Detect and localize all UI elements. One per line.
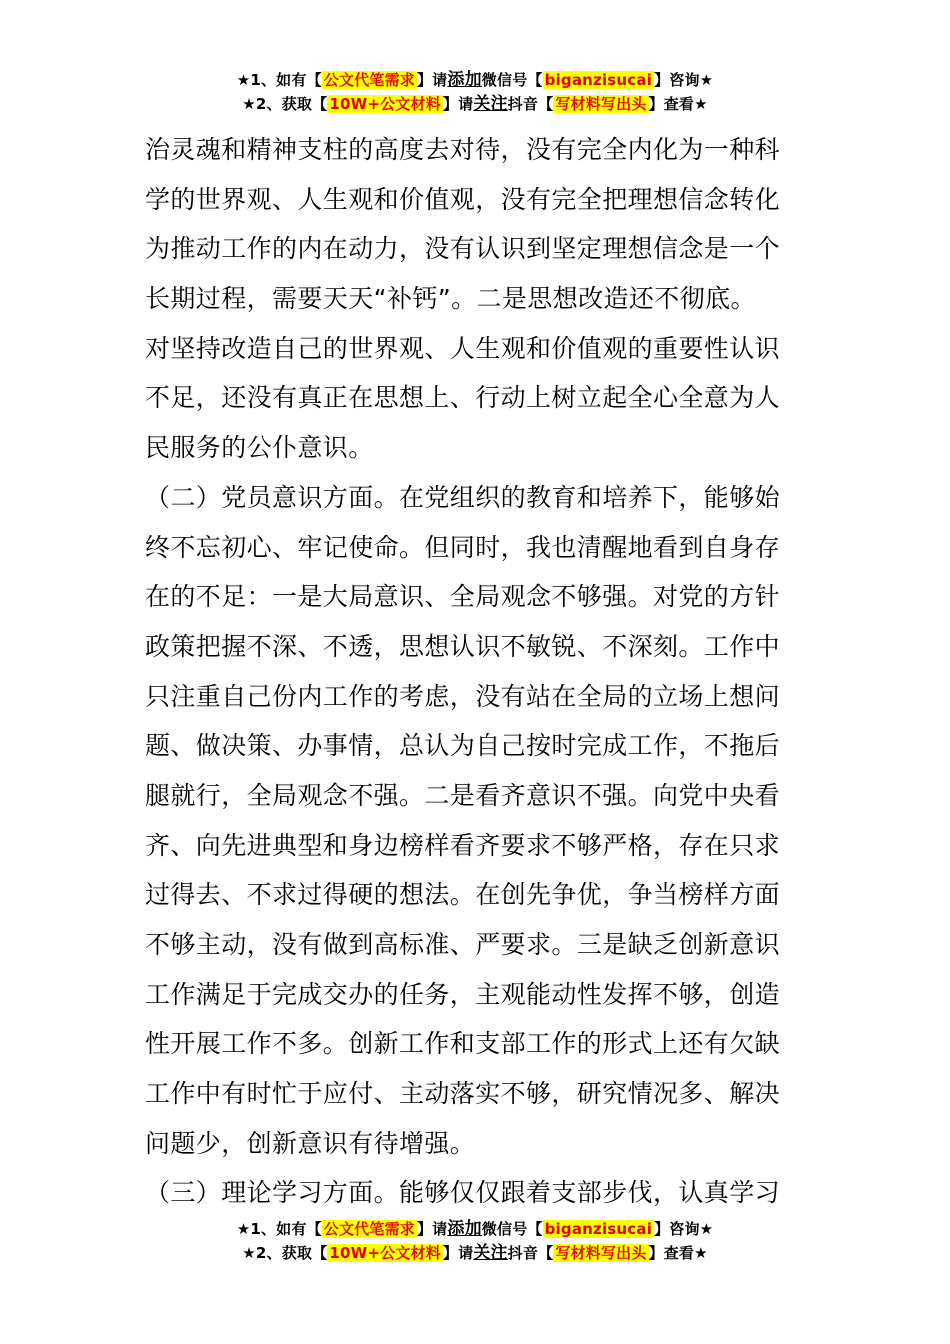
banner-text: 微信号【 [481, 1220, 543, 1238]
banner-highlight-wechat-id: biganzisucai [544, 1220, 653, 1238]
banner-text: 】查看★ [648, 95, 708, 113]
body-text-line: 对坚持改造自己的世界观、人生观和价值观的重要性认识 [145, 333, 781, 363]
body-text-line: 不够主动，没有做到高标准、严要求。三是缺乏创新意识 [145, 930, 781, 959]
body-text-line: （三）理论学习方面。能够仅仅跟着支部步伐，认真学习 [145, 1178, 781, 1208]
banner-highlight: 公文代笔需求 [323, 1220, 415, 1238]
footer-banner [0, 1217, 950, 1265]
body-text-line: 学的世界观、人生观和价值观，没有完全把理想信念转化 [145, 184, 781, 214]
banner-text: ★2、获取【 [242, 95, 328, 113]
banner-line-1 [0, 68, 950, 92]
body-text-line: 为推动工作的内在动力，没有认识到坚定理想信念是一个 [145, 234, 781, 264]
body-text-line: 在的不足：一是大局意识、全局观念不够强。对党的方针 [145, 582, 781, 612]
banner-text: ★1、如有【 [236, 1220, 322, 1238]
banner-highlight-douyin: 写材料写出头 [555, 1244, 647, 1262]
banner-text: 】请 [442, 95, 474, 113]
banner-emphasis: 关注 [473, 94, 508, 114]
banner-emphasis: 添加 [447, 70, 482, 90]
body-text-line: 过得去、不求过得硬的想法。在创先争优，争当榜样方面 [145, 880, 781, 910]
header-banner [0, 68, 950, 116]
banner-text: 】咨询★ [654, 1220, 714, 1238]
banner-highlight-wechat-id: biganzisucai [544, 71, 653, 89]
body-text-line: 民服务的公仆意识。 [145, 433, 374, 463]
body-text-line: 长期过程，需要天天“补钙”。二是思想改造还不彻底。 [145, 284, 756, 314]
banner-highlight: 10W+公文材料 [329, 1244, 441, 1262]
body-text-line: 政策把握不深、不透，思想认识不敏锐、不深刻。工作中 [145, 631, 781, 661]
body-text-line: 治灵魂和精神支柱的高度去对待，没有完全内化为一种科 [145, 135, 781, 164]
banner-text: 】请 [416, 1220, 448, 1238]
body-text-line: 终不忘初心、牢记使命。但同时，我也清醒地看到自身存 [145, 532, 781, 562]
banner-text: ★1、如有【 [236, 71, 322, 89]
body-text-line: 工作中有时忙于应付、主动落实不够，研究情况多、解决 [145, 1079, 781, 1109]
document-body [145, 125, 809, 1218]
banner-text: ★2、获取【 [242, 1244, 328, 1262]
body-text-line: （二）党员意识方面。在党组织的教育和培养下，能够始 [145, 482, 781, 512]
banner-highlight: 公文代笔需求 [323, 71, 415, 89]
banner-highlight: 10W+公文材料 [329, 95, 441, 113]
banner-emphasis: 添加 [447, 1219, 482, 1239]
banner-line-1 [0, 1217, 950, 1241]
banner-text: 】咨询★ [654, 71, 714, 89]
banner-highlight-douyin: 写材料写出头 [555, 95, 647, 113]
banner-emphasis: 关注 [473, 1243, 508, 1263]
body-text-line: 腿就行，全局观念不强。二是看齐意识不强。向党中央看 [145, 780, 781, 810]
body-text-line: 不足，还没有真正在思想上、行动上树立起全心全意为人 [145, 383, 781, 413]
body-text-line: 性开展工作不多。创新工作和支部工作的形式上还有欠缺 [145, 1029, 781, 1059]
banner-text: 】请 [416, 71, 448, 89]
banner-text: 抖音【 [507, 95, 554, 113]
banner-line-2 [0, 1241, 950, 1265]
banner-text: 】查看★ [648, 1244, 708, 1262]
banner-text: 抖音【 [507, 1244, 554, 1262]
body-text-line: 工作满足于完成交办的任务，主观能动性发挥不够，创造 [145, 979, 781, 1009]
banner-text: 微信号【 [481, 71, 543, 89]
banner-line-2 [0, 92, 950, 116]
body-text-line: 齐、向先进典型和身边榜样看齐要求不够严格，存在只求 [145, 830, 781, 860]
banner-text: 】请 [442, 1244, 474, 1262]
body-text-line: 题、做决策、办事情，总认为自己按时完成工作，不拖后 [145, 731, 781, 761]
body-text-line: 问题少，创新意识有待增强。 [145, 1128, 476, 1158]
body-text-line: 只注重自己份内工作的考虑，没有站在全局的立场上想问 [145, 681, 781, 711]
